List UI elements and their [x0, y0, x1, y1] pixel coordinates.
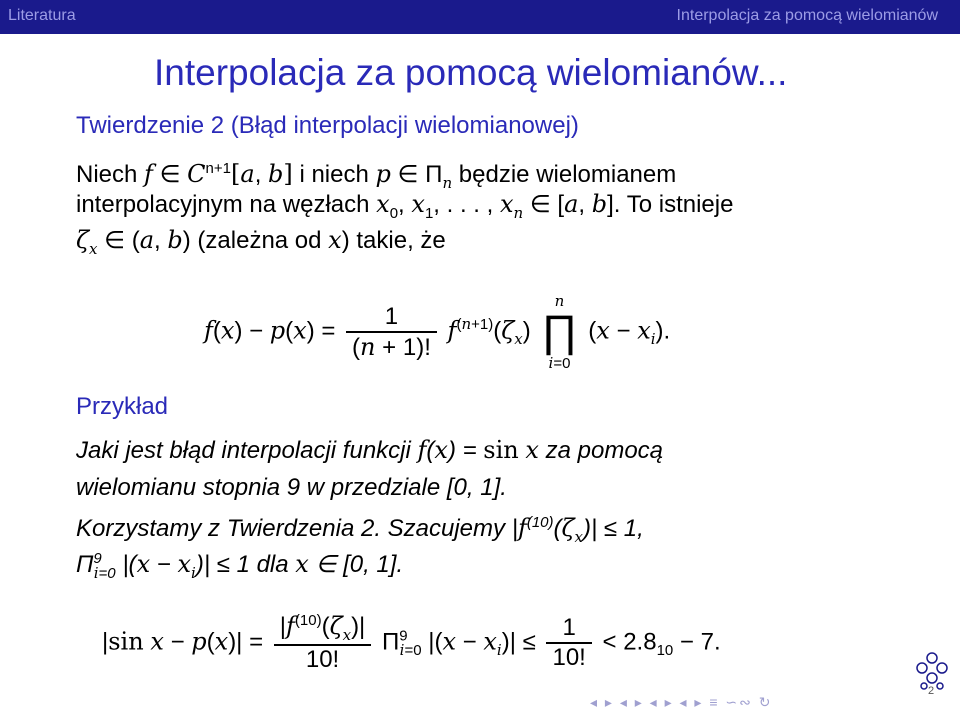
error-formula: f(x) − p(x) = $\frac{1}{(n + 1)!}$ $f^{(n+1)}(\zeta_x)$ n ∏ i=0 $(x - x_i)$.	[204, 292, 671, 372]
header-section-link[interactable]: Literatura	[8, 7, 76, 24]
example-line-2: wielomianu stopnia 9 w przedziale [0, 1].	[76, 474, 507, 501]
theorem-line-3: $\zeta_x$ ∈ (a, b) (zależna od x) takie, że	[76, 226, 446, 258]
frame-title: Interpolacja za pomocą wielomianów...	[154, 52, 788, 93]
beamer-logo-icon	[912, 648, 952, 696]
header-title-link[interactable]: Interpolacja za pomocą wielomianów	[676, 7, 938, 24]
page-number: 2	[928, 685, 935, 696]
example-line-4: $\Pi^9_{i=0}$ $|(x - x_i)| \le 1$ dla x ∈ [0, 1].	[76, 550, 404, 582]
example-heading: Przykład	[76, 393, 169, 420]
theorem-line-2: interpolacyjnym na węzłach $x_0$, $x_1$, . . . , $x_n$ ∈ [a, b]. To istnieje	[76, 190, 734, 222]
example-line-3: Korzystamy z Twierdzenia 2. Szacujemy $|f^{(10)}(\zeta_x)| \le 1$,	[76, 514, 644, 546]
theorem-heading: Twierdzenie 2 (Błąd interpolacji wielomianowej)	[76, 112, 579, 139]
theorem-line-1: Niech f ∈ $C^{n+1}[a$, b] i niech p ∈ $\Pi_n$ będzie wielomianem	[76, 160, 677, 192]
example-line-1: Jaki jest błąd interpolacji funkcji f(x) = sin x za pomocą	[76, 436, 664, 464]
beamer-navigation[interactable]: ◂ ▸ ◂ ▸ ◂ ▸ ◂ ▸ ≡ ∽∾ ↻	[590, 694, 773, 710]
header-bar	[0, 0, 960, 34]
estimate-formula: |sin x − p(x)| = $\frac{|f^{(10)}(\zeta_x)|}{10!}$ $\Pi^9_{i=0}$ $|(x - x_i)|$ ≤ $\frac{1}{10!}$ < $2.8_{10} - 7$.	[102, 612, 721, 673]
